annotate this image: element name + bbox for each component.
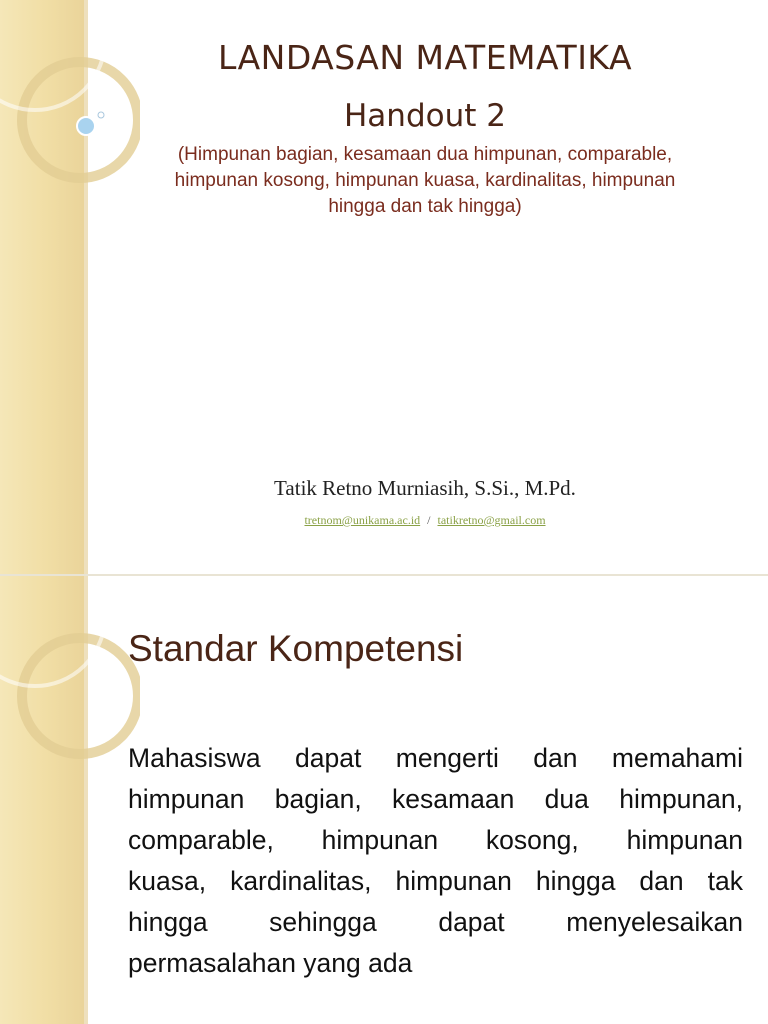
email-line (100, 513, 750, 528)
competency-slide (0, 576, 768, 1024)
slide-subtitle: Handout 2 (344, 98, 506, 134)
ring-decoration (0, 576, 105, 686)
bubble-icon (77, 117, 95, 135)
slide-title: LANDASAN MATEMATIKA (217, 38, 633, 77)
email-separator: / (427, 513, 431, 527)
email-link-primary[interactable]: tretnom@unikama.ac.id (304, 513, 421, 527)
author-name: Tatik Retno Murniasih, S.Si., M.Pd. (274, 476, 576, 500)
ring-decoration (0, 0, 105, 110)
email-link-secondary[interactable]: tatikretno@gmail.com (437, 513, 546, 527)
paragraph-line: hingga sehingga dapat menyelesaikan (128, 907, 743, 937)
competency-paragraph (128, 738, 743, 984)
topics-line: (Himpunan bagian, kesamaan dua himpunan, comparable, (177, 144, 673, 165)
section-heading: Standar Kompetensi (128, 628, 464, 669)
paragraph-line: permasalahan yang ada (128, 948, 413, 978)
paragraph-line: himpunan bagian, kesamaan dua himpunan, (128, 784, 743, 814)
decorative-rings (0, 576, 140, 1024)
topics-line: hingga dan tak hingga) (328, 196, 522, 217)
paragraph-line: Mahasiswa dapat mengerti dan memahami (128, 743, 743, 773)
topics-text (120, 142, 730, 220)
paragraph-line: kuasa, kardinalitas, himpunan hingga dan tak (128, 866, 743, 896)
topics-line: himpunan kosong, himpunan kuasa, kardinalitas, himpunan (174, 170, 676, 191)
ring-decoration (22, 638, 138, 754)
paragraph-line: comparable, himpunan kosong, himpunan (128, 825, 743, 855)
